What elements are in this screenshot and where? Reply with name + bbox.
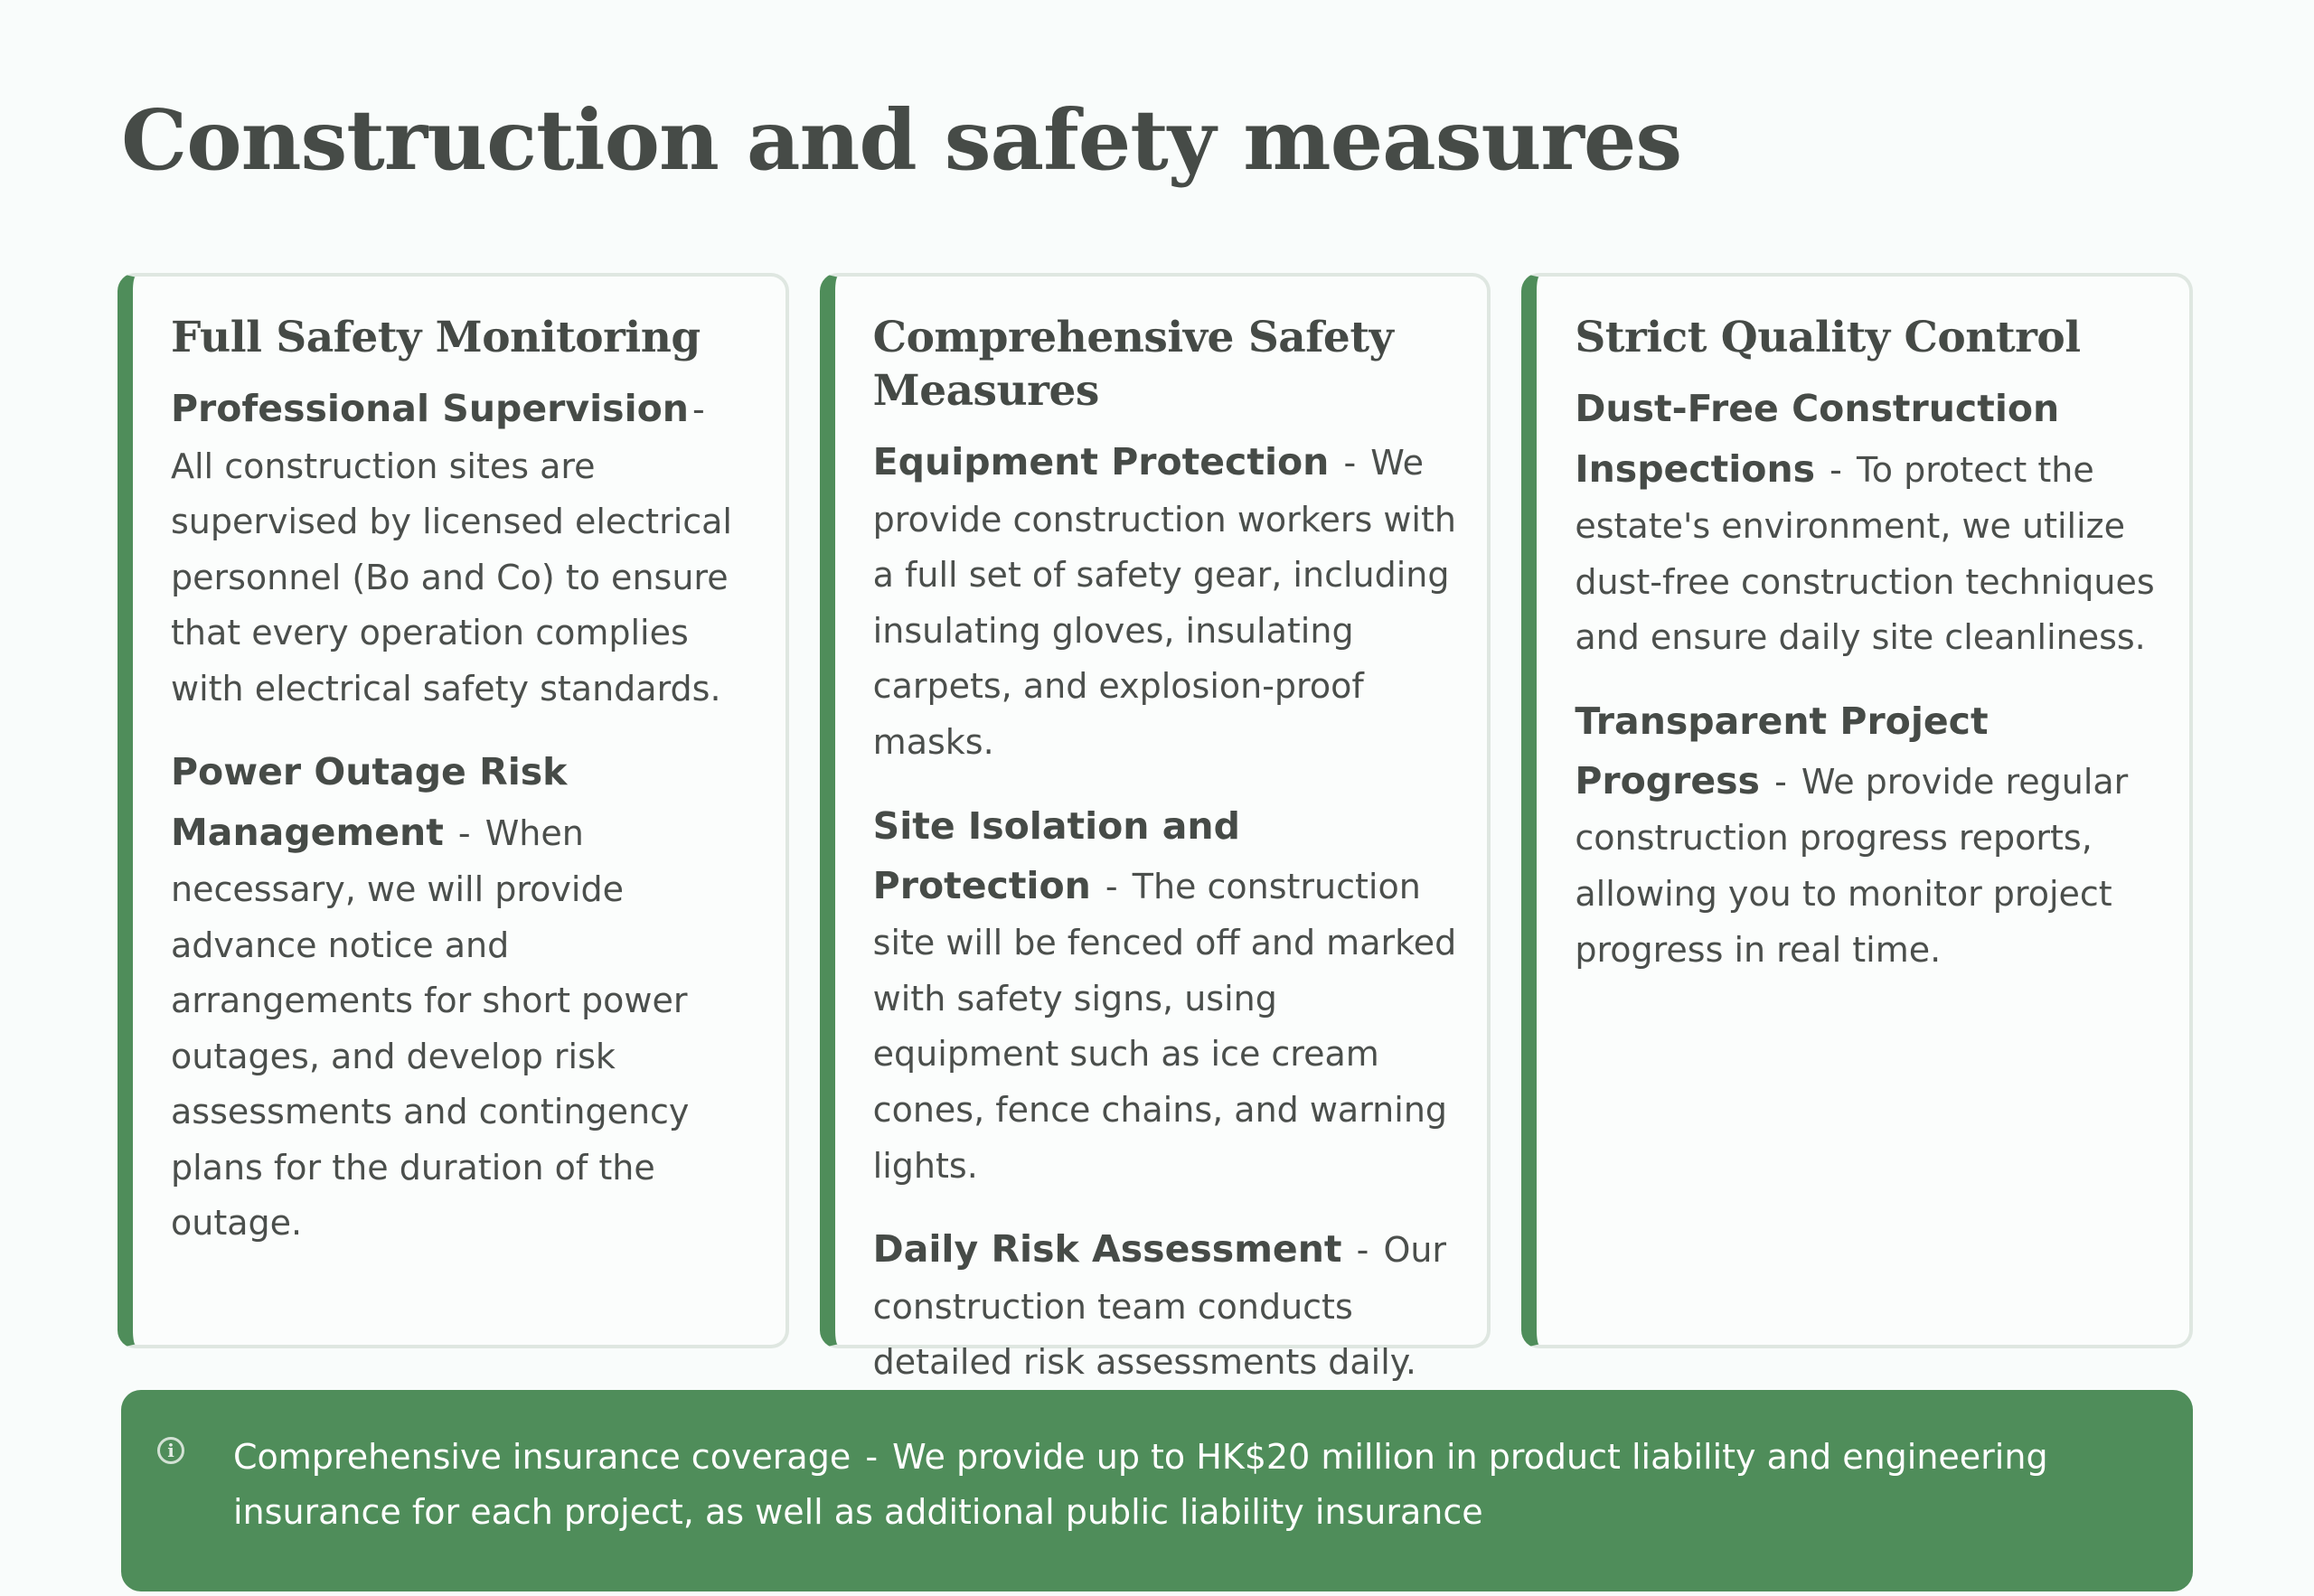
item-heading: Equipment Protection	[872, 440, 1330, 484]
item-heading: Power Outage Risk Management	[171, 750, 568, 854]
item-separator: -	[1105, 866, 1118, 906]
item-heading: Professional Supervision	[171, 387, 689, 431]
item-separator: -	[1343, 443, 1357, 483]
item-heading: Dust-Free Construction Inspections	[1575, 387, 2060, 491]
card-title: Comprehensive Safety Measures	[872, 313, 1394, 417]
item-text: All construction sites are supervised by licensed electrical personnel (Bo and Co) to ensure that every operation complies with electrical safety standards.	[171, 446, 732, 709]
item-text: The construction site will be fenced off and marked with safety signs, using equipment such as ice cream cones, fence chains, and warning lights.	[872, 866, 1457, 1186]
card-item	[873, 796, 1457, 1195]
item-text: When necessary, we will provide advance notice and arrangements for short power outages, and develop risk assessments and contingency plans for the duration of the outage.	[171, 812, 690, 1244]
card-item	[171, 379, 755, 717]
notice-body: We provide up to HK$20 million in product liability and engineering insurance for each project, as well as additional public liability insurance	[233, 1437, 2048, 1532]
card-full-safety-monitoring	[118, 273, 789, 1348]
card-item	[873, 1219, 1457, 1391]
item-text: To protect the estate's environment, we utilize dust-free construction techniques and ensure daily site cleanliness.	[1575, 449, 2155, 658]
item-heading: Site Isolation and Protection	[872, 803, 1240, 907]
item-separator: -	[1830, 449, 1842, 490]
card-item	[171, 742, 755, 1252]
item-separator: -	[1356, 1230, 1369, 1271]
card-title: Strict Quality Control	[1575, 313, 2081, 362]
item-text: Our construction team conducts detailed risk assessments daily.	[872, 1230, 1447, 1383]
item-separator: -	[457, 812, 471, 853]
notice-heading: Comprehensive insurance coverage	[233, 1437, 851, 1477]
info-icon: i	[157, 1437, 184, 1464]
notice-separator: -	[865, 1437, 879, 1477]
notice-text	[233, 1430, 2139, 1540]
item-separator: -	[691, 390, 705, 430]
item-heading: Transparent Project Progress	[1575, 699, 1989, 803]
card-item	[1575, 379, 2159, 665]
card-comprehensive-safety-measures	[820, 273, 1491, 1383]
item-text: We provide regular construction progress reports, allowing you to monitor project progress in real time.	[1575, 762, 2129, 970]
card-title: Full Safety Monitoring	[171, 313, 701, 362]
card-item	[1575, 691, 2159, 978]
card-grid	[118, 273, 2193, 1383]
card-strict-quality-control	[1521, 273, 2193, 1348]
page-title: Construction and safety measures	[121, 91, 1682, 189]
insurance-notice-banner	[121, 1390, 2193, 1591]
item-separator: -	[1774, 762, 1787, 803]
card-item	[873, 432, 1457, 770]
item-heading: Daily Risk Assessment	[872, 1227, 1342, 1272]
item-text: We provide construction workers with a full set of safety gear, including insulating gloves, insulating carpets, and explosion-proof masks.	[872, 443, 1456, 763]
